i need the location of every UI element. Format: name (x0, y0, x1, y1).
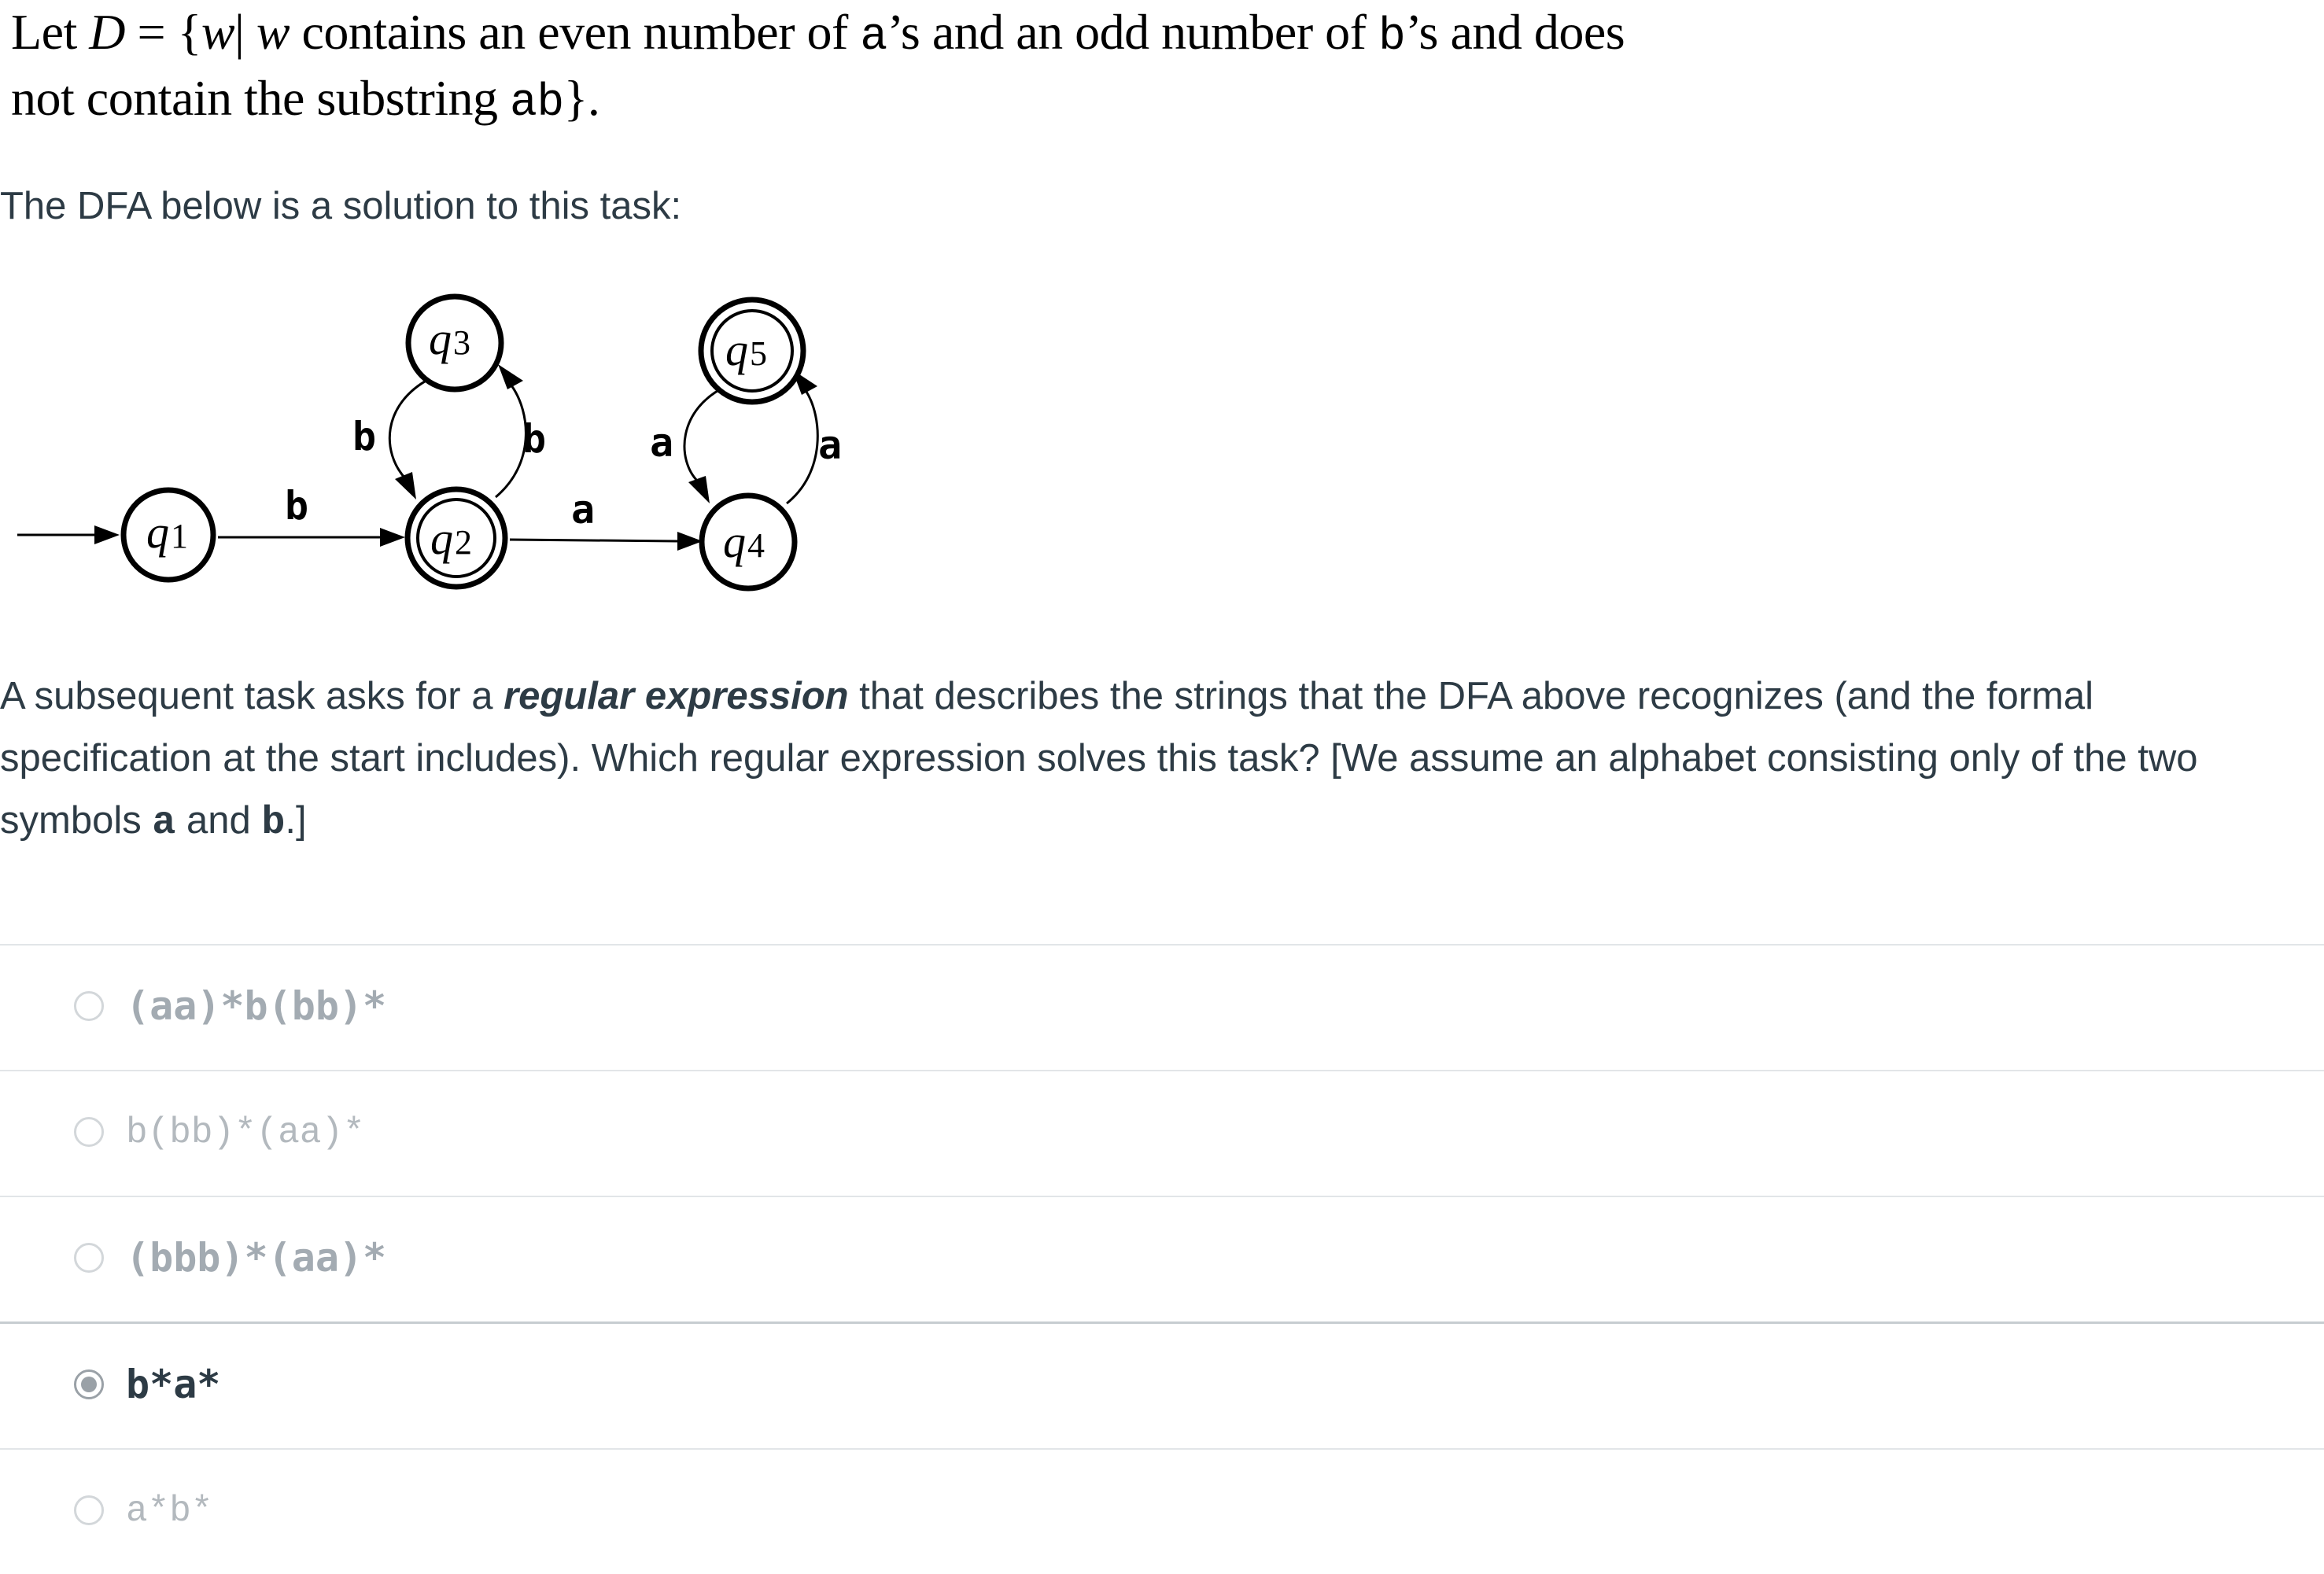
question-emphasis: regular expression (504, 675, 849, 717)
symbol-a: a (152, 801, 176, 846)
state-q4-subscript: 4 (747, 526, 765, 565)
state-q5-subscript: 5 (750, 334, 767, 373)
definition-variable-w-2: w (256, 4, 290, 60)
answer-option-3[interactable] (0, 1196, 2324, 1321)
question-text (0, 665, 2313, 854)
state-q5 (701, 300, 803, 402)
state-q4 (702, 496, 795, 588)
question-text-part-1: A subsequent task asks for a (0, 675, 504, 717)
state-q1 (124, 490, 213, 580)
state-q1-subscript: 1 (171, 517, 188, 555)
answer-radio-1[interactable] (74, 991, 104, 1021)
edge-q5-q4 (787, 392, 817, 503)
answer-radio-3[interactable] (74, 1243, 104, 1273)
edge-q2-q3-arrowhead (395, 472, 416, 499)
question-text-part-3: .] (285, 799, 307, 842)
definition-text-3: ’s and does (1405, 4, 1625, 60)
definition-let: Let (11, 4, 77, 60)
edge-q3-q2-label: b (522, 416, 547, 462)
edge-q4-q5 (684, 385, 728, 481)
state-q2 (408, 489, 505, 587)
definition-symbol-b: b (1378, 12, 1406, 63)
answer-radio-4-selected[interactable] (74, 1369, 104, 1399)
question-text-and: and (175, 799, 262, 842)
definition-line-1 (11, 3, 1625, 63)
definition-symbol-a: a (860, 12, 887, 63)
state-q5-label: q (725, 324, 748, 375)
definition-text-4: not contain the substring (11, 70, 511, 126)
edge-q2-q4 (510, 540, 679, 541)
edge-q2-q4-arrowhead (677, 532, 703, 551)
edge-q1-q2-label: b (285, 483, 309, 529)
answer-option-4[interactable] (0, 1321, 2324, 1448)
edge-q1-q2-arrowhead (380, 528, 405, 547)
edge-q2-q3 (389, 379, 429, 478)
definition-set-open: = { (125, 4, 201, 60)
state-q1-label: q (146, 507, 169, 558)
edge-q4-q5-arrowhead (688, 476, 710, 503)
definition-line-2 (11, 69, 599, 129)
edge-q2-q4-label: a (571, 487, 596, 533)
definition-variable-w: w (201, 4, 234, 60)
definition-text-1: contains an even number of (290, 4, 861, 60)
definition-set-close: }. (563, 70, 600, 126)
definition-text-2: ’s and an odd number of (887, 4, 1378, 60)
answer-label-4[interactable]: b*a* (126, 1362, 221, 1407)
answer-radio-5[interactable] (74, 1495, 104, 1525)
edge-q4-q5-label: a (650, 420, 674, 466)
state-q3 (408, 297, 501, 389)
answer-list (0, 944, 2324, 1574)
edge-q5-q4-label: a (818, 422, 843, 468)
definition-bar: | (234, 4, 256, 60)
answer-option-2[interactable] (0, 1070, 2324, 1196)
answer-option-5[interactable] (0, 1448, 2324, 1574)
symbol-b: b (261, 801, 286, 846)
answer-label-1[interactable]: (aa)*b(bb)* (126, 983, 387, 1029)
edge-q3-q2-arrowhead (498, 364, 523, 389)
start-arrowhead (94, 525, 120, 544)
state-q2-label: q (430, 513, 453, 564)
answer-option-1[interactable] (0, 944, 2324, 1070)
definition-language-name: D (89, 4, 125, 60)
edge-q2-q3-label: b (352, 414, 377, 459)
answer-label-2[interactable]: b(bb)*(aa)* (126, 1112, 365, 1153)
state-q2-subscript: 2 (455, 523, 472, 562)
answer-label-3[interactable]: (bbb)*(aa)* (126, 1235, 387, 1281)
question-definition-image (0, 0, 1778, 142)
edge-q3-q2 (496, 385, 526, 497)
state-q4-label: q (723, 516, 746, 567)
state-q3-label: q (429, 313, 452, 364)
intro-text: The DFA below is a solution to this task: (0, 185, 682, 227)
answer-label-5[interactable]: a*b* (126, 1491, 213, 1532)
question-text-part-2: that describes the strings that the DFA above recognizes (and the formal specification at the start includes). Which regular expression solves this task? [We assume an alphabet consisting only of the two symbols (0, 675, 2198, 842)
dfa-diagram (0, 275, 881, 606)
state-q3-subscript: 3 (453, 323, 470, 362)
definition-substring-ab: ab (510, 78, 564, 129)
answer-radio-2[interactable] (74, 1117, 104, 1147)
